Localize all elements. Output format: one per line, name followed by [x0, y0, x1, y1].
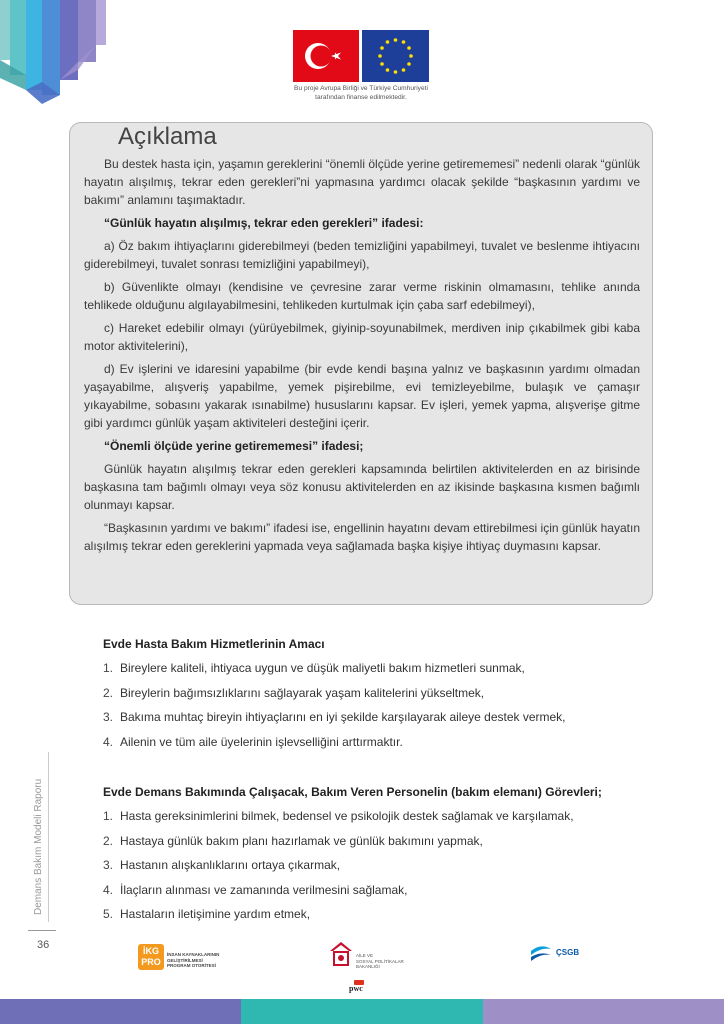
list-number: 2. — [103, 685, 114, 700]
csgb-emblem-icon — [529, 943, 553, 965]
paragraph-c: c) Hareket edebilir olmayı (yürüyebilmek, giyinip-soyunabilmek, merdiven inip çıkabilmek gibi kaba motor aktivitelerini), — [84, 321, 640, 353]
list-number: 2. — [103, 833, 114, 848]
list-item — [103, 685, 663, 701]
csgb-text: ÇSGB — [556, 948, 580, 957]
list-text: Hastaya günlük bakım planı hazırlamak ve günlük bakımını yapmak, — [120, 833, 483, 848]
list-number: 3. — [103, 710, 114, 724]
ministry-desc-1: AİLE VE — [356, 953, 374, 958]
page-number: 36 — [37, 939, 50, 951]
section-purpose — [103, 637, 663, 758]
ikg-mark-line-2: PRO — [141, 957, 161, 967]
duties-list — [103, 808, 663, 922]
funding-line-1: Bu proje Avrupa Birliği ve Türkiye Cumhuriyeti — [294, 85, 428, 92]
list-text: Bireylerin bağımsızlıklarını sağlayarak yaşam kalitelerini yükseltmek, — [120, 685, 485, 700]
corner-decoration — [0, 0, 110, 110]
list-item — [103, 734, 663, 750]
box-body — [84, 155, 640, 560]
ministry-desc-3: BAKANLIĞI — [356, 964, 380, 969]
section-duties-title: Evde Demans Bakımında Çalışacak, Bakım Veren Personelin (bakım elemanı) Görevleri; — [103, 785, 602, 799]
tr-eu-flags — [293, 30, 429, 82]
list-text: Bireylere kaliteli, ihtiyaca uygun ve düşük maliyetli bakım hizmetleri sunmak, — [120, 661, 525, 675]
list-item — [103, 882, 663, 898]
pwc-text: pwc — [349, 984, 363, 993]
list-text: Hastanın alışkanlıklarını ortaya çıkarmak, — [120, 858, 341, 872]
ikgpro-logo — [138, 944, 223, 974]
list-text: Hastaların iletişimine yardım etmek, — [120, 907, 311, 921]
explanation-box — [69, 122, 653, 605]
sidebar-divider — [48, 752, 49, 922]
heading-daily-needs: “Günlük hayatın alışılmış, tekrar eden gerekleri” ifadesi: — [104, 216, 424, 230]
footer-segment-2 — [241, 999, 483, 1024]
list-number: 1. — [103, 661, 114, 675]
footer-color-bar — [0, 999, 724, 1024]
list-text: Hasta gereksinimlerini bilmek, bedensel ve psikolojik destek sağlamak ve karşılamak, — [120, 809, 574, 823]
page-number-divider — [28, 930, 56, 931]
report-title: Demans Bakım Modeli Raporu — [33, 778, 44, 915]
ministry-logo — [328, 940, 404, 974]
paragraph-intro: Bu destek hasta için, yaşamın gereklerini “önemli ölçüde yerine getirememesi” nedenli olarak “günlük hayatın alışılmış, tekrar eden gerekleri”ni yapmasına yardımcı olacak şekilde “başkasının yardımı ve bakımı” anlamını taşımaktadır. — [84, 157, 640, 207]
list-text: İlaçların alınması ve zamanında verilmesini sağlamak, — [120, 882, 408, 897]
list-number: 1. — [103, 809, 114, 823]
footer-segment-3 — [483, 999, 724, 1024]
csgb-logo — [529, 943, 589, 967]
list-item — [103, 857, 663, 873]
list-number: 5. — [103, 907, 114, 921]
list-number: 4. — [103, 734, 114, 749]
paragraph-d: d) Ev işlerini ve idaresini yapabilme (bir evde kendi başına yalnız ve başkasının yardımı olmadan yaşayabilme, alışveriş yapabilme, yemek pişirebilme, evi temizleyebilme, bulaşık ve çamaşır yıkayabilme, sobasını yakarak ısınabilme) hususlarını kapsar. Ev işleri, yemek yapma, alışverişe gitme gibi yardımcı günlük yaşam aktiviteleri desteğini içerir. — [84, 362, 640, 430]
ikg-desc-3: PROGRAM OTORİTESİ — [167, 963, 216, 968]
ministry-emblem-icon — [328, 940, 354, 968]
box-title: Açıklama — [118, 123, 217, 150]
ikg-desc-2: GELİŞTİRİLMESİ — [167, 957, 203, 963]
paragraph-a: a) Öz bakım ihtiyaçlarını giderebilmeyi (beden temizliğini yapabilmeyi, tuvalet ve beslenme ihtiyacını giderebilmeyi, tuvalet sonrası temizliğini yapabilmeyi), — [84, 239, 640, 271]
list-number: 4. — [103, 882, 114, 897]
paragraph-help-care: “Başkasının yardımı ve bakımı” ifadesi ise, engellinin hayatını devam ettirebilmesi için günlük hayatın alışılmış tekrar eden gereklerini yapmada veya sağlamada başka kişiye ihtiyaç duymasını kapsar. — [84, 521, 640, 553]
paragraph-dependency: Günlük hayatın alışılmış tekrar eden gerekleri kapsamında belirtilen aktivitelerden en az birisinde başkasına tam bağımlı olmayı veya söz konusu aktivitelerden en az ikisinde başkasına kısmen bağımlı olunmayı kapsar. — [84, 462, 640, 512]
footer-segment-1 — [0, 999, 241, 1024]
heading-significant: “Önemli ölçüde yerine getirememesi” ifadesi; — [104, 439, 364, 453]
funding-line-2: tarafından finanse edilmektedir. — [315, 94, 407, 101]
list-item — [103, 709, 663, 725]
paragraph-b: b) Güvenlikte olmayı (kendisine ve çevresine zarar verme riskinin olmamasını, tehlike anında tehlikede olduğunu algılayabilmesini, tehlikeden kurtulmak için çaba sarf edebilmeyi), — [84, 280, 640, 312]
list-item — [103, 906, 663, 922]
ikg-desc-1: İNSAN KAYNAKLARININ — [167, 952, 220, 957]
ministry-desc-2: SOSYAL POLİTİKALAR — [356, 958, 404, 964]
list-item — [103, 808, 663, 824]
funding-note — [278, 84, 444, 102]
list-item — [103, 660, 663, 676]
section-duties — [103, 785, 663, 931]
purpose-list — [103, 660, 663, 750]
ikg-mark-line-1: İKG — [142, 946, 159, 956]
list-text: Bakıma muhtaç bireyin ihtiyaçlarını en iyi şekilde karşılayarak aileye destek vermek, — [120, 710, 566, 724]
list-number: 3. — [103, 858, 114, 872]
list-item — [103, 833, 663, 849]
pwc-logo — [349, 980, 373, 994]
section-purpose-title: Evde Hasta Bakım Hizmetlerinin Amacı — [103, 637, 325, 651]
list-text: Ailenin ve tüm aile üyelerinin işlevselliğini arttırmaktır. — [120, 734, 403, 749]
